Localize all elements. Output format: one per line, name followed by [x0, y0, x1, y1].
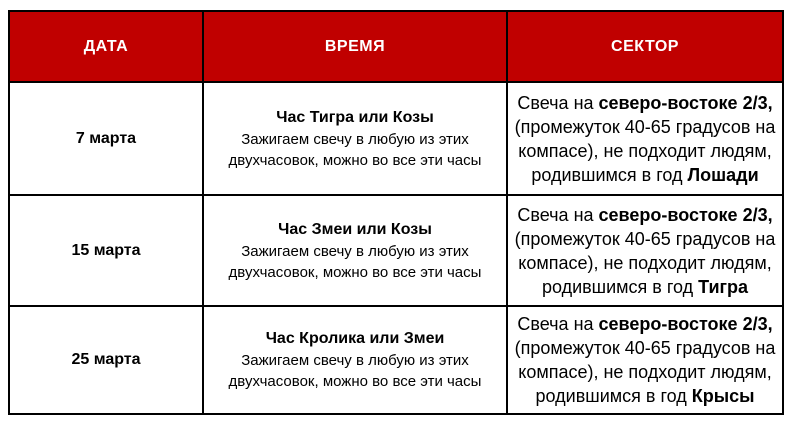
sector-line — [514, 163, 776, 187]
sector-line — [514, 275, 776, 299]
sector-line — [514, 203, 776, 227]
sector-zodiac: Крысы — [691, 386, 755, 406]
sector-cell — [507, 82, 783, 195]
time-title: Час Тигра или Козы — [276, 108, 434, 126]
time-cell — [203, 195, 507, 306]
sector-line: (промежуток 40-65 градусов на — [514, 338, 776, 358]
time-note-line: двухчасовок, можно во все эти часы — [228, 151, 482, 169]
sector-direction: северо-востоке 2/3, — [598, 204, 773, 225]
sector-text: родившимся в год — [541, 276, 699, 297]
time-note-line: двухчасовок, можно во все эти часы — [228, 373, 482, 390]
sector-direction: северо-востоке 2/3, — [598, 92, 773, 113]
time-note-line: Зажигаем свечу в любую из этих — [241, 242, 469, 260]
date-cell: 7 марта — [9, 82, 203, 195]
sector-line: компасе), не подходит людям, — [518, 252, 772, 273]
sector-direction: северо-востоке 2/3, — [598, 314, 773, 334]
sector-line — [514, 384, 776, 408]
sector-cell — [507, 306, 783, 414]
sector-zodiac: Лошади — [687, 164, 759, 185]
sector-text: родившимся в год — [531, 164, 688, 185]
sector-cell — [507, 195, 783, 306]
time-cell — [203, 306, 507, 414]
sector-text: Свеча на — [517, 204, 599, 225]
date-cell: 15 марта — [9, 195, 203, 306]
time-note-line: Зажигаем свечу в любую из этих — [241, 130, 469, 148]
time-note-line: Зажигаем свечу в любую из этих — [241, 352, 469, 369]
sector-line — [514, 91, 776, 115]
time-title: Час Кролика или Змеи — [265, 330, 445, 347]
sector-line: (промежуток 40-65 градусов на — [514, 116, 776, 137]
time-note-line: двухчасовок, можно во все эти часы — [228, 263, 482, 281]
sector-text: Свеча на — [517, 314, 599, 334]
sector-line: компасе), не подходит людям, — [518, 362, 772, 382]
time-cell — [203, 82, 507, 195]
table-row — [9, 82, 783, 195]
table-row — [9, 306, 783, 414]
sector-line: компасе), не подходит людям, — [518, 140, 772, 161]
header-cell-time: ВРЕМЯ — [203, 11, 507, 82]
time-title: Час Змеи или Козы — [278, 220, 432, 238]
sector-text: Свеча на — [517, 92, 599, 113]
sector-line — [514, 312, 776, 336]
table-header-row — [9, 11, 783, 82]
header-cell-date: ДАТА — [9, 11, 203, 82]
header-cell-sector: СЕКТОР — [507, 11, 783, 82]
date-cell: 25 марта — [9, 306, 203, 414]
sector-text: родившимся в год — [535, 386, 692, 406]
sector-zodiac: Тигра — [698, 276, 749, 297]
sector-line: (промежуток 40-65 градусов на — [514, 228, 776, 249]
candle-schedule-table — [8, 10, 784, 415]
table-row — [9, 195, 783, 306]
